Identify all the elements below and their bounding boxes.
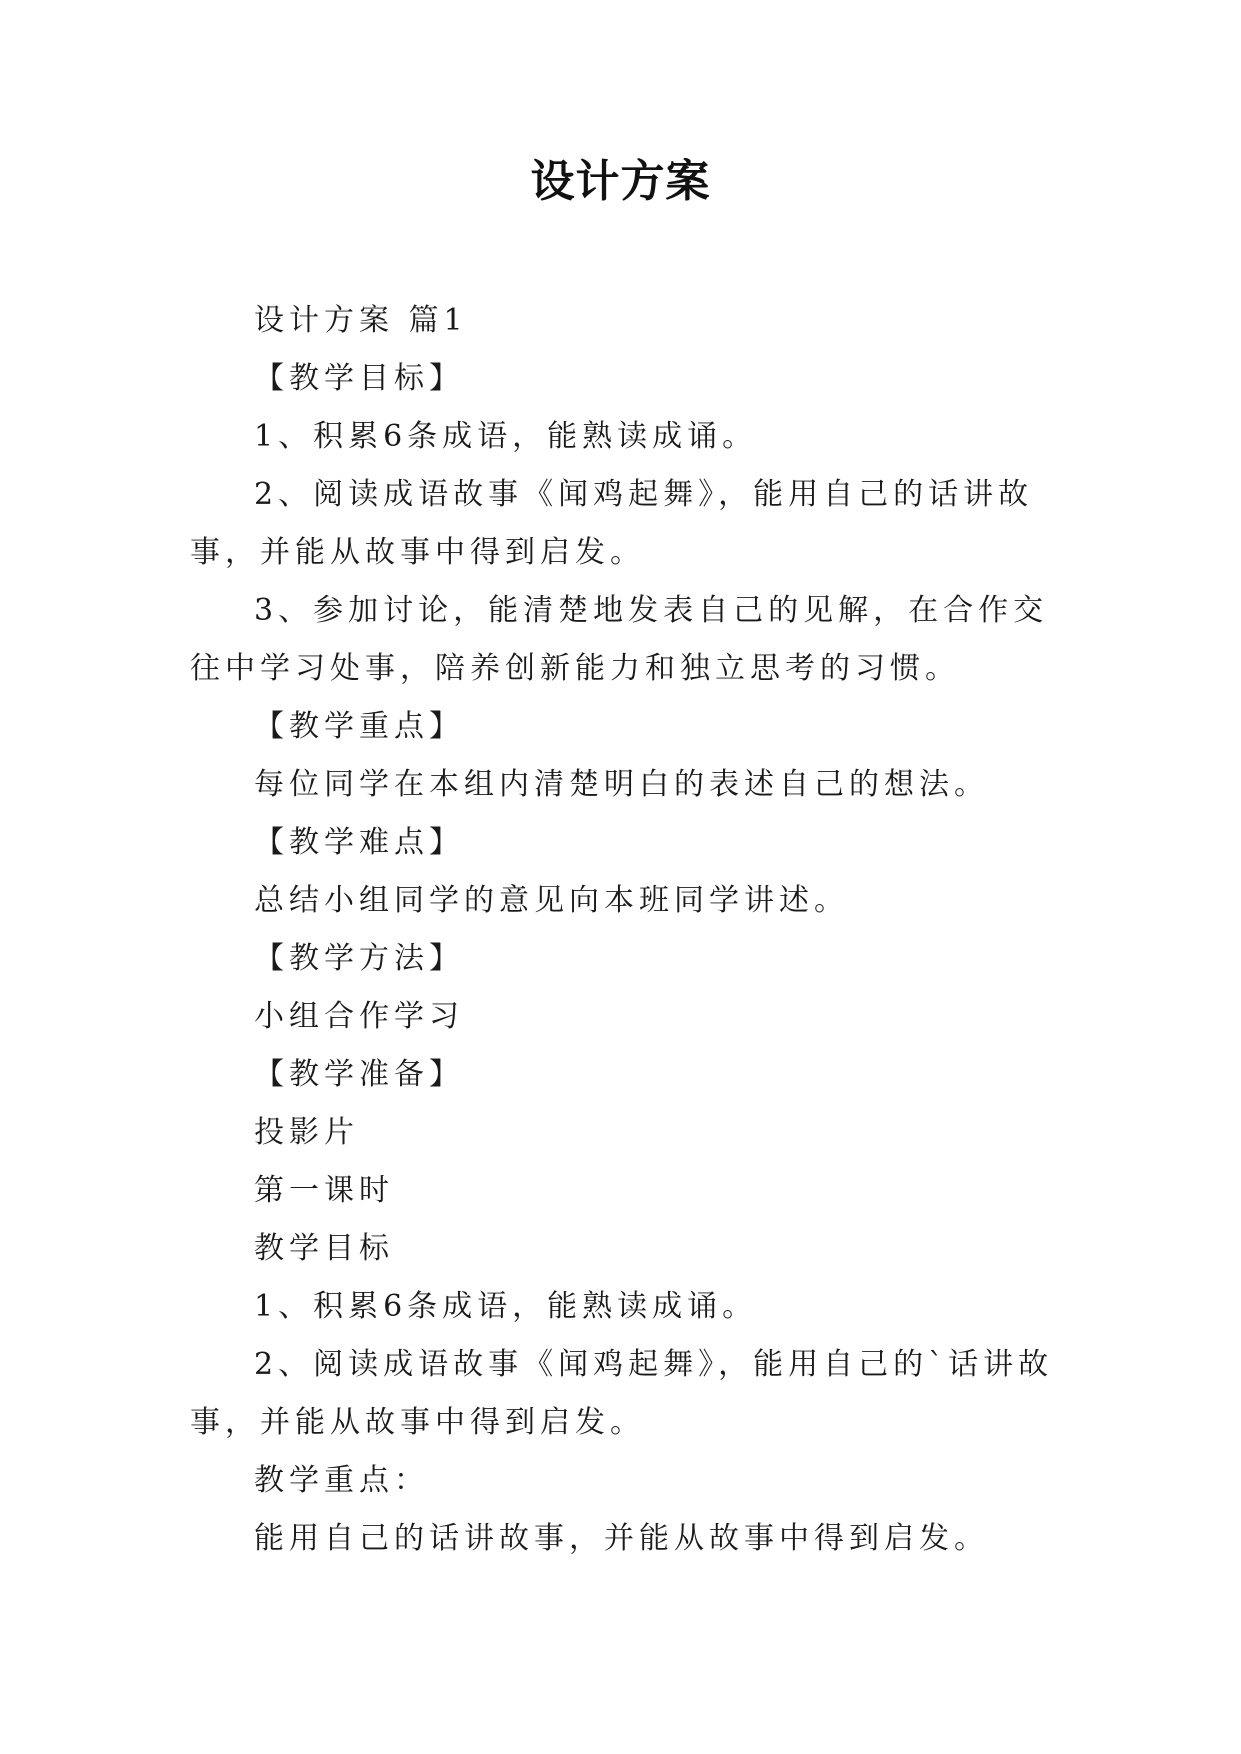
preparation-text: 投影片 bbox=[254, 1115, 359, 1150]
heading-methods: 【教学方法】 bbox=[254, 941, 464, 976]
key-points-text: 每位同学在本组内清楚明白的表述自己的想法。 bbox=[254, 767, 989, 802]
heading-preparation: 【教学准备】 bbox=[254, 1057, 464, 1092]
heading-difficulties: 【教学难点】 bbox=[254, 825, 464, 860]
heading-key-points: 【教学重点】 bbox=[254, 709, 464, 744]
difficulties-text: 总结小组同学的意见向本班同学讲述。 bbox=[254, 883, 849, 918]
lesson-key-points-text: 能用自己的话讲故事，并能从故事中得到启发。 bbox=[254, 1521, 989, 1556]
heading-teaching-goals: 【教学目标】 bbox=[254, 361, 464, 396]
lesson-goals-heading: 教学目标 bbox=[254, 1231, 394, 1266]
lesson-goal-item-2: 2、阅读成语故事《闻鸡起舞》，能用自己的`话讲故事，并能从故事中得到启发。 bbox=[190, 1347, 1054, 1440]
goal-item-3: 3、参加讨论，能清楚地发表自己的见解，在合作交往中学习处事，陪养创新能力和独立思考的习惯。 bbox=[190, 593, 1049, 686]
goal-item-1: 1、积累6条成语，能熟读成诵。 bbox=[254, 419, 758, 454]
document-title: 设计方案 bbox=[530, 156, 711, 207]
lesson-key-points-heading: 教学重点： bbox=[254, 1463, 429, 1498]
goal-item-2: 2、阅读成语故事《闻鸡起舞》，能用自己的话讲故事，并能从故事中得到启发。 bbox=[190, 477, 1034, 570]
lesson-goal-item-1: 1、积累6条成语，能熟读成诵。 bbox=[254, 1289, 758, 1324]
section-heading: 设计方案 篇1 bbox=[254, 303, 468, 338]
document-body bbox=[190, 292, 1070, 1568]
lesson-period: 第一课时 bbox=[254, 1173, 394, 1208]
methods-text: 小组合作学习 bbox=[254, 999, 464, 1034]
